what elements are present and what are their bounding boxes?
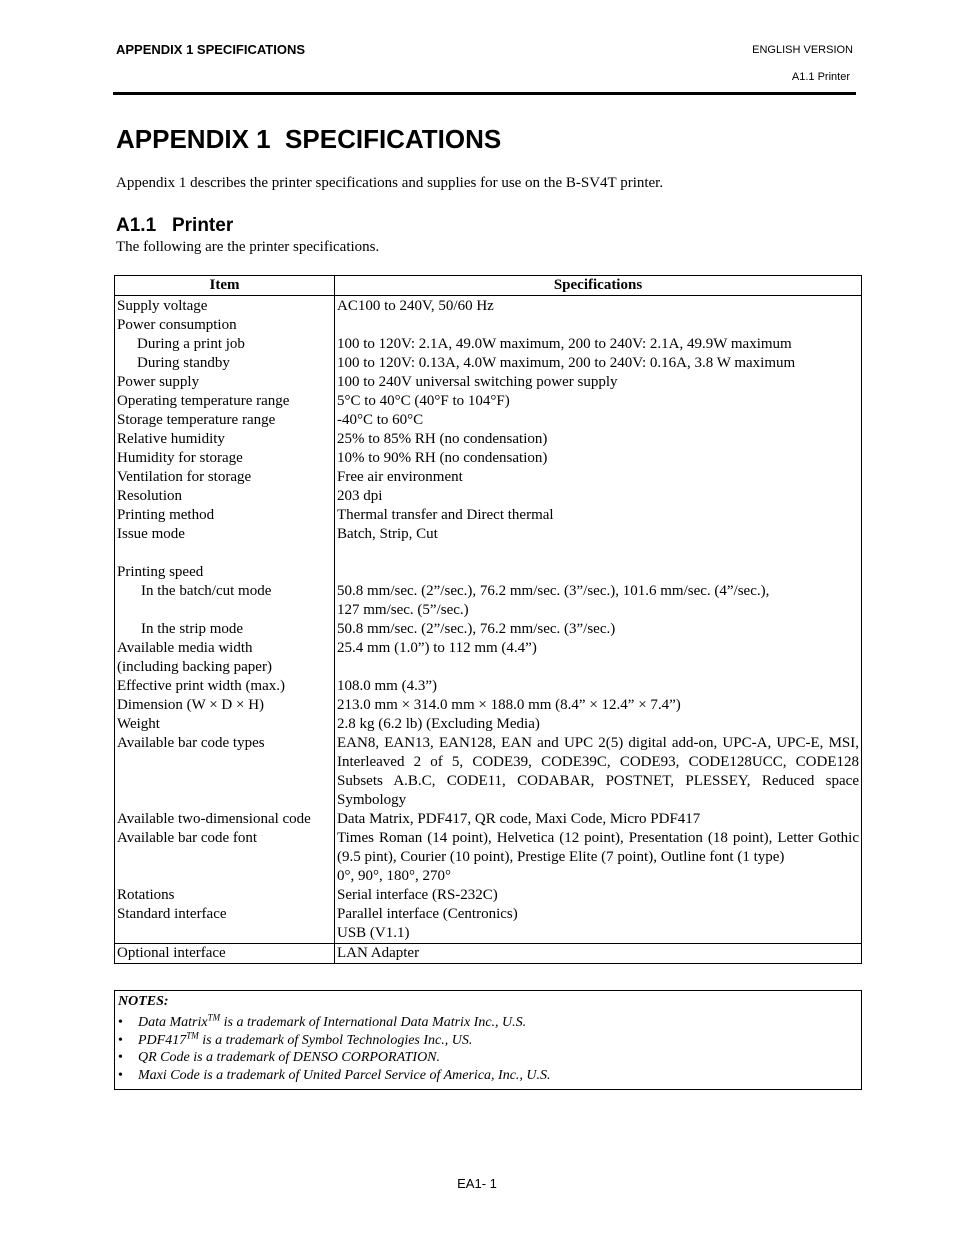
item-print-method: Printing method [117,507,215,523]
spec-barcode-font: Times Roman (14 point), Helvetica (12 point), Presentation (18 point), Letter Gothic (9.5 pint), Courier (10 point), Prestige Elite (7 point), Outline font (1 type) [337,830,859,865]
item-print-speed: Printing speed [117,564,204,580]
header-version-label: ENGLISH VERSION [752,44,853,56]
page-number: EA1- 1 [457,1176,497,1191]
list-item [115,1029,551,1050]
item-power-consumption: Power consumption [117,317,237,333]
spec-batch-cut: 50.8 mm/sec. (2”/sec.), 76.2 mm/sec. (3”/sec.), 101.6 mm/sec. (4”/sec.), [337,583,770,599]
table-row [115,296,862,944]
page-intro: Appendix 1 describes the printer specifications and supplies for use on the B-SV4T printer. [116,175,664,191]
item-dimension: Dimension (W × D × H) [117,697,265,713]
spec-usb-interface: USB (V1.1) [337,925,410,941]
spec-opt-interface: LAN Adapter [335,944,862,964]
spec-weight: 2.8 kg (6.2 lb) (Excluding Media) [337,716,540,732]
spec-barcode-types: EAN8, EAN13, EAN128, EAN and UPC 2(5) digital add-on, UPC-A, UPC-E, MSI, Interleaved 2 of 5, CODE39, CODE39C, CODE93, CODE128UCC, CODE128 Subsets A.B.C, CODE11, CODABAR, POSTNET, PLESSEY, Reduced space Symbology [337,735,859,808]
spec-power-supply: 100 to 240V universal switching power supply [337,374,618,390]
list-item [115,1067,551,1085]
note-text: PDF417 [138,1032,187,1048]
spec-2d-code: Data Matrix, PDF417, QR code, Maxi Code, Micro PDF417 [337,811,701,827]
note-text: QR Code is a trademark of DENSO CORPORATION. [138,1050,441,1065]
item-media-width-note: (including backing paper) [117,659,272,675]
spec-during-standby: 100 to 120V: 0.13A, 4.0W maximum, 200 to 240V: 0.16A, 3.8 W maximum [337,355,796,371]
table-row [115,944,862,964]
item-strip: In the strip mode [141,621,244,637]
page-title: APPENDIX 1 SPECIFICATIONS [116,124,502,154]
spec-print-width: 108.0 mm (4.3”) [337,678,437,694]
item-storage-humidity: Humidity for storage [117,450,243,466]
trademark-mark: TM [186,1029,199,1040]
notes-box [114,990,862,1090]
item-supply-voltage: Supply voltage [117,298,208,314]
notes-list [115,1014,551,1084]
spec-table [114,275,862,964]
list-item [115,1049,551,1067]
column-header-spec: Specifications [335,276,862,296]
item-std-interface: Standard interface [117,906,227,922]
item-ventilation: Ventilation for storage [117,469,252,485]
table-header-row [115,276,862,296]
spec-ventilation: Free air environment [337,469,463,485]
bullet-icon: • [118,1032,123,1048]
bullet-icon: • [118,1050,123,1065]
header-divider [113,92,856,95]
item-opt-interface: Optional interface [115,944,335,964]
item-op-temp: Operating temperature range [117,393,290,409]
spec-resolution: 203 dpi [337,488,383,504]
column-header-item: Item [115,276,335,296]
item-barcode-font: Available bar code font [117,830,258,846]
spec-supply-voltage: AC100 to 240V, 50/60 Hz [337,298,494,314]
item-print-width: Effective print width (max.) [117,678,286,694]
item-power-supply: Power supply [117,374,200,390]
spec-rel-humidity: 25% to 85% RH (no condensation) [337,431,548,447]
item-rotations: Rotations [117,887,175,903]
item-barcode-types: Available bar code types [117,735,265,751]
item-2d-code: Available two-dimensional code [117,811,311,827]
spec-serial-interface: Serial interface (RS-232C) [337,887,498,903]
section-title: A1.1 Printer [116,215,234,236]
note-text: is a trademark of Symbol Technologies Inc., US. [198,1032,473,1048]
list-item [115,1014,551,1032]
spec-issue-mode: Batch, Strip, Cut [337,526,438,542]
trademark-mark: TM [207,1012,221,1023]
notes-title: NOTES: [118,994,169,1009]
item-media-width: Available media width [117,640,253,656]
item-batch-cut: In the batch/cut mode [141,583,272,599]
spec-rotations: 0°, 90°, 180°, 270° [337,868,451,884]
item-weight: Weight [117,716,160,732]
spec-strip: 50.8 mm/sec. (2”/sec.), 76.2 mm/sec. (3”/sec.) [337,621,616,637]
section-intro: The following are the printer specifications. [116,239,380,255]
item-during-print: During a print job [137,336,245,352]
spec-parallel-interface: Parallel interface (Centronics) [337,906,518,922]
spec-op-temp: 5°C to 40°C (40°F to 104°F) [337,393,510,409]
bullet-icon: • [118,1015,123,1030]
header-section-label: APPENDIX 1 SPECIFICATIONS [116,42,306,57]
bullet-icon: • [118,1067,123,1083]
item-during-standby: During standby [137,355,230,371]
spec-print-method: Thermal transfer and Direct thermal [337,507,554,523]
item-resolution: Resolution [117,488,183,504]
item-storage-temp: Storage temperature range [117,412,276,428]
spec-media-width: 25.4 mm (1.0”) to 112 mm (4.4”) [337,640,537,656]
item-rel-humidity: Relative humidity [117,431,225,447]
note-text: Maxi Code is a trademark of United Parcel Service of America, Inc., U.S. [138,1067,551,1083]
item-issue-mode: Issue mode [117,526,185,542]
spec-during-print: 100 to 120V: 2.1A, 49.0W maximum, 200 to 240V: 2.1A, 49.9W maximum [337,336,792,352]
spec-storage-humidity: 10% to 90% RH (no condensation) [337,450,548,466]
spec-dimension: 213.0 mm × 314.0 mm × 188.0 mm (8.4” × 12.4” × 7.4”) [337,697,681,713]
spec-storage-temp: -40°C to 60°C [337,412,424,428]
note-text: is a trademark of International Data Matrix Inc., U.S. [220,1015,527,1030]
note-text: Data Matrix [138,1015,208,1030]
header-subsection-label: A1.1 Printer [791,71,850,83]
spec-batch-cut-cont: 127 mm/sec. (5”/sec.) [337,602,469,618]
